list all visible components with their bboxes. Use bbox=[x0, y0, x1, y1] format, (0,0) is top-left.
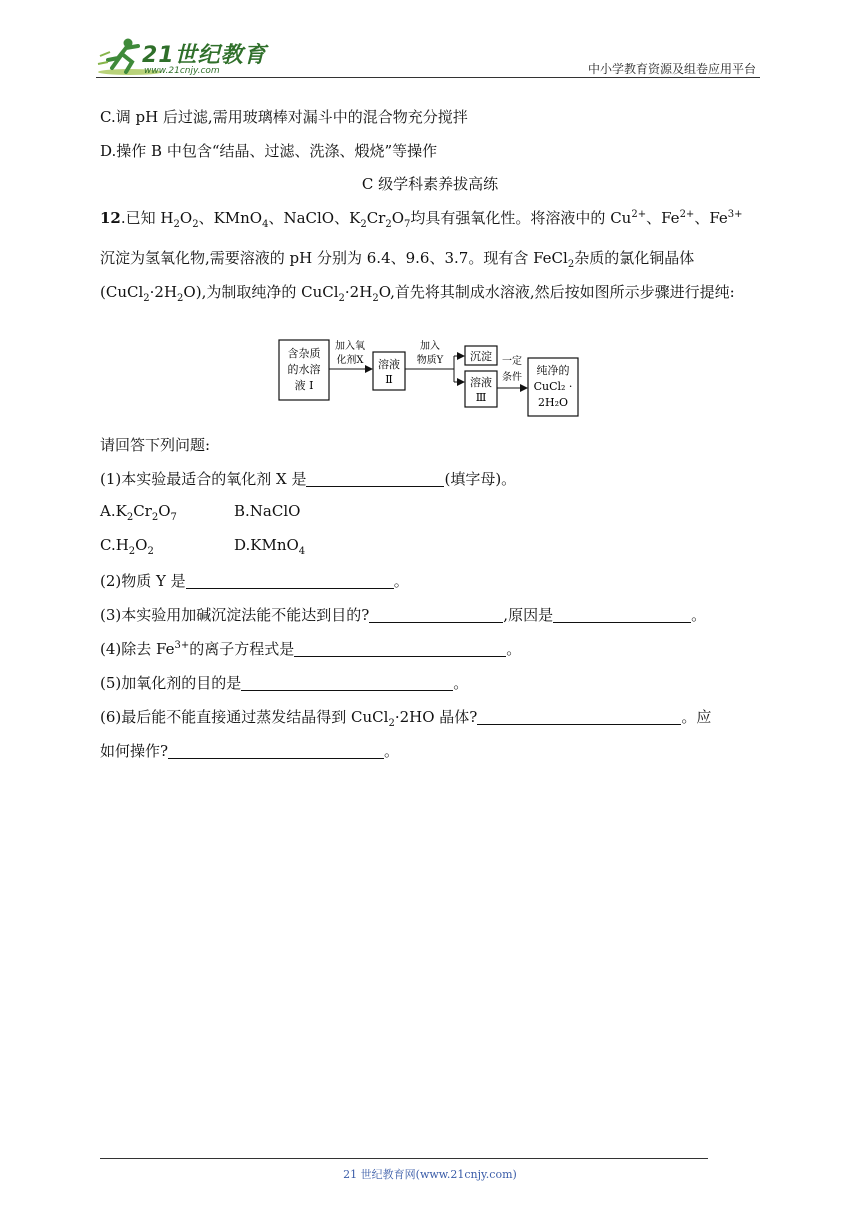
q12-subquestion-4: (4)除去 $Fe^{3+}$的离子方程式是 。 bbox=[100, 640, 522, 658]
answer-blank-1[interactable] bbox=[306, 470, 444, 487]
section-title: C 级学科素养拔高练 bbox=[361, 175, 499, 193]
q12-intro-line1: 12.已知 $H_2O_2$、KMnO$_4$、NaClO、$K_2Cr_2O_7$均具有强氧化性。将溶液中的 $Cu^{2+}$、$Fe^{2+}$、$Fe^{3+}$ bbox=[100, 209, 743, 230]
box1-line2: 的水溶 bbox=[287, 363, 321, 376]
q12-subquestion-6: (6)最后能不能直接通过蒸发结晶得到 CuCl$_2$·2HO 晶体? 。应 bbox=[100, 708, 712, 729]
box5-line1: 纯净的 bbox=[536, 364, 570, 377]
logo-text: 21世纪教育 bbox=[142, 43, 267, 68]
arrow3-line1: 一定 bbox=[502, 356, 522, 367]
q12-subquestion-2: (2)物质 Y 是 。 bbox=[100, 572, 409, 590]
answer-blank-5[interactable] bbox=[241, 674, 453, 691]
logo-url: www.21cnjy.com bbox=[144, 66, 220, 76]
box2-line1: 溶液 bbox=[378, 358, 400, 371]
answer-blank-2[interactable] bbox=[186, 572, 394, 589]
q12-subquestion-1: (1)本实验最适合的氧化剂 X 是 (填字母)。 bbox=[100, 470, 517, 488]
box4-line2: Ⅲ bbox=[475, 391, 487, 404]
q12-intro-rest: 沉淀为氢氧化物,需要溶液的 pH 分别为 6.4、9.6、3.7。现有含 FeCl$_2$杂质的氯化铜晶体$(CuCl_2\cdot 2H_2O)$,为制取纯净的 $CuCl_2\cdot 2H_2O$,首先将其制成水溶液,然后按如图所示步骤进行提纯: bbox=[100, 249, 735, 304]
answer-blank-3b[interactable] bbox=[553, 606, 691, 623]
answer-blank-3a[interactable] bbox=[369, 606, 503, 623]
choice-c: $C.H_2O_2$ bbox=[100, 536, 154, 557]
arrow1-line2: 化剂X bbox=[336, 355, 364, 366]
option-d-prev: D.操作 B 中包含“结晶、过滤、洗涤、煅烧”等操作 bbox=[100, 142, 438, 160]
arrow2-line2: 物质Y bbox=[416, 355, 444, 366]
header-tagline: 中小学教育资源及组卷应用平台 bbox=[587, 62, 756, 76]
footer-text: 21 世纪教育网(www.21cnjy.com) bbox=[343, 1168, 517, 1181]
choice-d: D.KMnO$_4$ bbox=[234, 536, 306, 557]
box5-line3: 2H₂O bbox=[537, 396, 569, 409]
page-header bbox=[96, 34, 760, 80]
q12-prompt: 请回答下列问题: bbox=[100, 436, 211, 454]
arrow1-line1: 加入氧 bbox=[335, 341, 365, 352]
box5-line2: CuCl₂ · bbox=[533, 380, 573, 393]
q12-subquestion-6-line2: 如何操作? 。 bbox=[100, 742, 400, 760]
option-c-prev: C.调 pH 后过滤,需用玻璃棒对漏斗中的混合物充分搅拌 bbox=[100, 108, 468, 126]
arrow2-line1: 加入 bbox=[420, 341, 440, 352]
choice-a: $A.K_2Cr_2O_7$ bbox=[100, 502, 177, 523]
choice-b: B.NaClO bbox=[234, 502, 301, 520]
q12-subquestion-5: (5)加氧化剂的目的是 。 bbox=[100, 674, 469, 692]
answer-blank-6b[interactable] bbox=[168, 742, 384, 759]
answer-blank-4[interactable] bbox=[294, 640, 506, 657]
box2-line2: Ⅱ bbox=[385, 373, 393, 386]
arrow3-line2: 条件 bbox=[502, 372, 522, 383]
box1-line3: 液 Ⅰ bbox=[294, 379, 314, 392]
header-divider bbox=[96, 77, 760, 78]
box3-text: 沉淀 bbox=[470, 350, 492, 363]
purification-flow-diagram bbox=[278, 336, 580, 418]
box4-line1: 溶液 bbox=[470, 376, 492, 389]
answer-blank-6a[interactable] bbox=[477, 708, 681, 725]
box1-line1: 含杂质 bbox=[287, 347, 321, 360]
footer-divider bbox=[100, 1158, 708, 1159]
q12-subquestion-3: (3)本实验用加碱沉淀法能不能达到目的? ,原因是 。 bbox=[100, 606, 707, 624]
question-number: 12 bbox=[100, 209, 121, 227]
